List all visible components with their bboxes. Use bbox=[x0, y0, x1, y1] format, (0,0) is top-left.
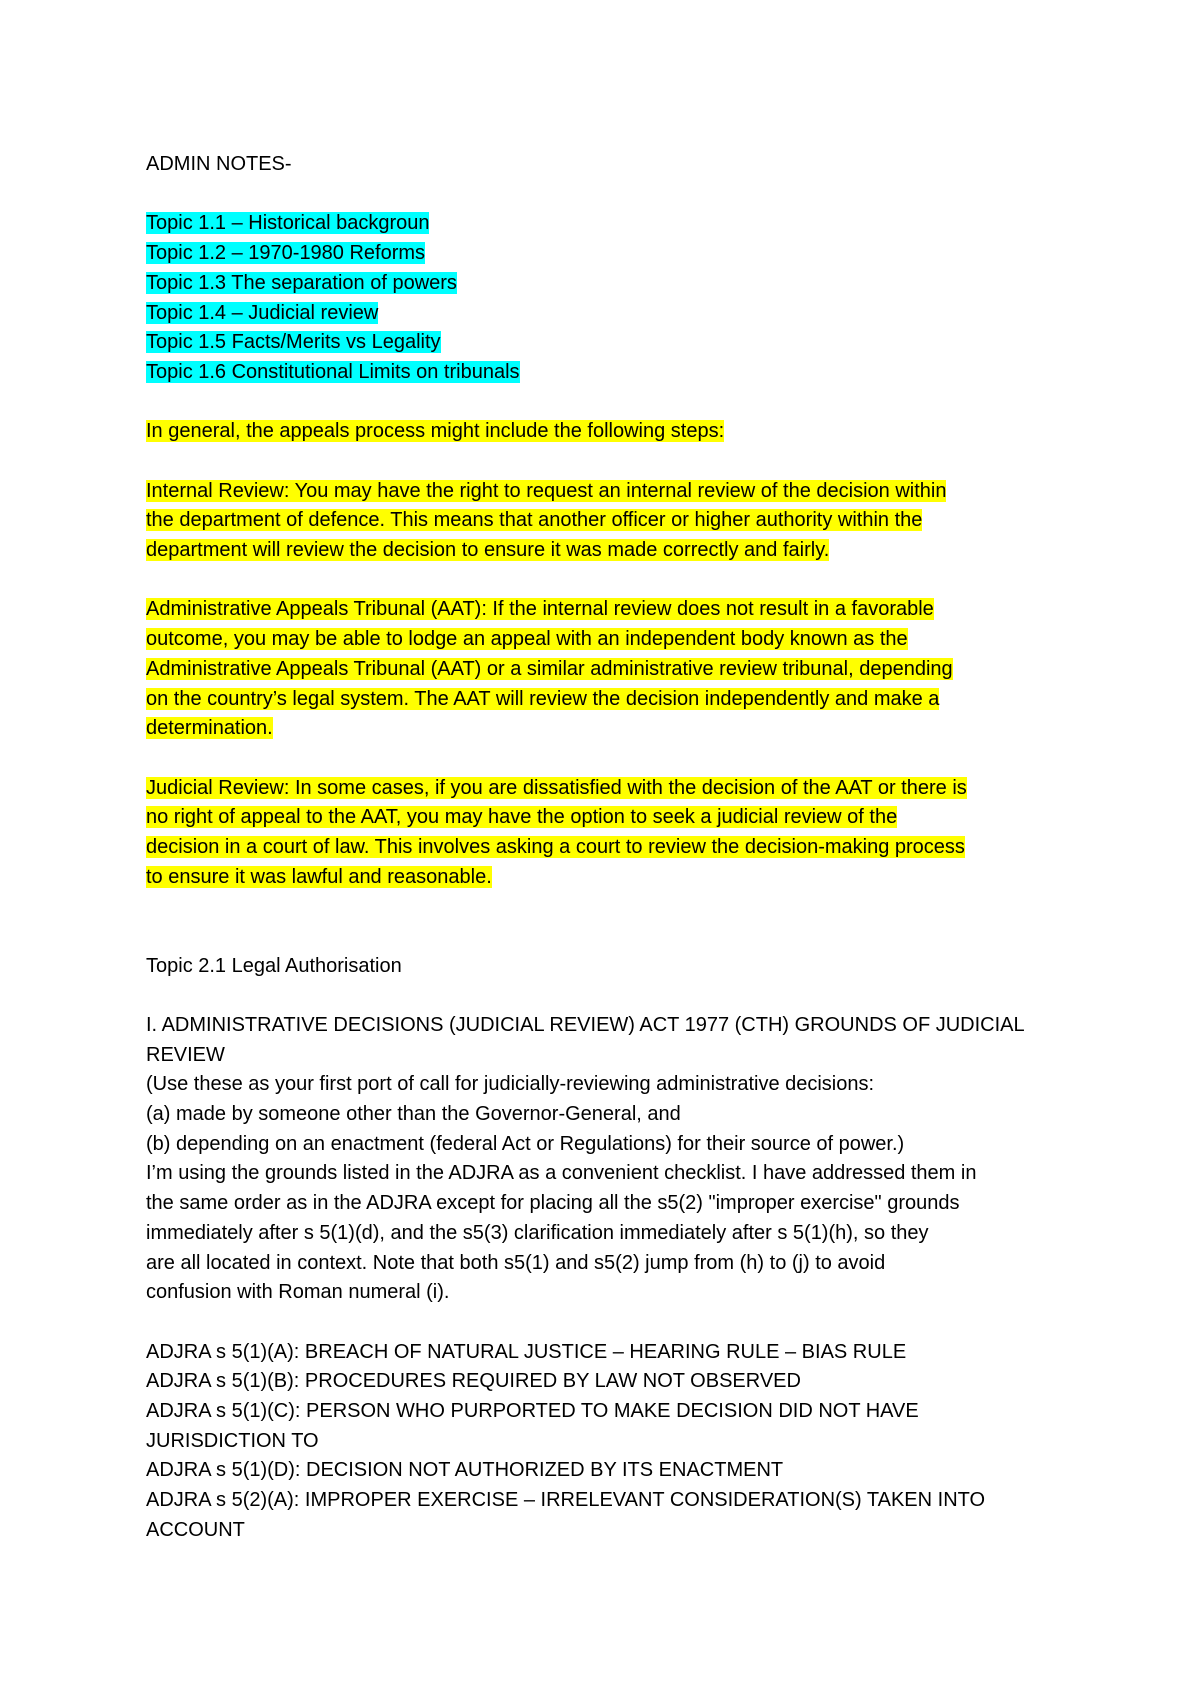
spacer bbox=[146, 1308, 1076, 1338]
adjra-section: I. ADMINISTRATIVE DECISIONS (JUDICIAL REVIEW) ACT 1977 (CTH) GROUNDS OF JUDICIAL REVIEW (Use these as your first port of call for judicially-reviewing administrative decisions: (a) made by someone other than the Governor-General, and (b) depending on an enactment (federal Act or Regulations) for their source of power.) I’m using the grounds listed in the ADJRA as a convenient checklist. I have addressed them in the same order as in the ADJRA except for placing all the s5(2) "improper exercise" grounds immediately after s 5(1)(d), and the s5(3) clarification immediately after s 5(1)(h), so they are all located in context. Note that both s5(1) and s5(2) jump from (h) to (j) to avoid confusion with Roman numeral (i). bbox=[146, 1013, 1025, 1304]
ground-item: ADJRA s 5(1)(A): BREACH OF NATURAL JUSTICE – HEARING RULE – BIAS RULE bbox=[146, 1340, 907, 1363]
spacer bbox=[146, 388, 1076, 418]
document-body bbox=[146, 150, 1076, 1546]
topic-item: Topic 1.5 Facts/Merits vs Legality bbox=[146, 331, 441, 354]
internal-review-paragraph: Internal Review: You may have the right to request an internal review of the decision within the department of defence. This means that another officer or higher authority within the department will review the decision to ensure it was made correctly and fairly. bbox=[146, 479, 947, 562]
spacer bbox=[146, 566, 1076, 596]
ground-item: ADJRA s 5(1)(B): PROCEDURES REQUIRED BY LAW NOT OBSERVED bbox=[146, 1370, 801, 1393]
topic-item: Topic 1.6 Constitutional Limits on tribunals bbox=[146, 360, 520, 383]
spacer bbox=[146, 893, 1076, 952]
topic-item: Topic 1.2 – 1970-1980 Reforms bbox=[146, 242, 426, 265]
judicial-review-paragraph: Judicial Review: In some cases, if you are dissatisfied with the decision of the AAT or there is no right of appeal to the AAT, you may have the option to seek a judicial review of the decision in a court of law. This involves asking a court to review the decision-making process to ensure it was lawful and reasonable. bbox=[146, 776, 967, 888]
document-title: ADMIN NOTES- bbox=[146, 153, 292, 175]
topic-item: Topic 1.3 The separation of powers bbox=[146, 271, 457, 294]
spacer bbox=[146, 447, 1076, 477]
spacer bbox=[146, 180, 1076, 210]
spacer bbox=[146, 981, 1076, 1011]
aat-paragraph: Administrative Appeals Tribunal (AAT): If the internal review does not result in a favorable outcome, you may be able to lodge an appeal with an independent body known as the Administrative Appeals Tribunal (AAT) or a similar administrative review tribunal, depending on the country’s legal system. The AAT will review the decision independently and make a determination. bbox=[146, 598, 953, 740]
grounds-list bbox=[146, 1338, 1076, 1546]
topic-item: Topic 1.1 – Historical backgroun bbox=[146, 212, 430, 235]
ground-item: JURISDICTION TO bbox=[146, 1429, 319, 1452]
ground-item: ADJRA s 5(1)(D): DECISION NOT AUTHORIZED BY ITS ENACTMENT bbox=[146, 1459, 784, 1482]
spacer bbox=[146, 744, 1076, 774]
topic-item: Topic 1.4 – Judicial review bbox=[146, 301, 379, 324]
appeals-intro: In general, the appeals process might include the following steps: bbox=[146, 420, 725, 443]
ground-item: ACCOUNT bbox=[146, 1518, 245, 1541]
appeals-section bbox=[146, 417, 1076, 892]
topic-list bbox=[146, 209, 1076, 387]
ground-item: ADJRA s 5(1)(C): PERSON WHO PURPORTED TO MAKE DECISION DID NOT HAVE bbox=[146, 1400, 919, 1423]
ground-item: ADJRA s 5(2)(A): IMPROPER EXERCISE – IRRELEVANT CONSIDERATION(S) TAKEN INTO bbox=[146, 1489, 986, 1512]
topic-2-1-heading: Topic 2.1 Legal Authorisation bbox=[146, 954, 402, 977]
